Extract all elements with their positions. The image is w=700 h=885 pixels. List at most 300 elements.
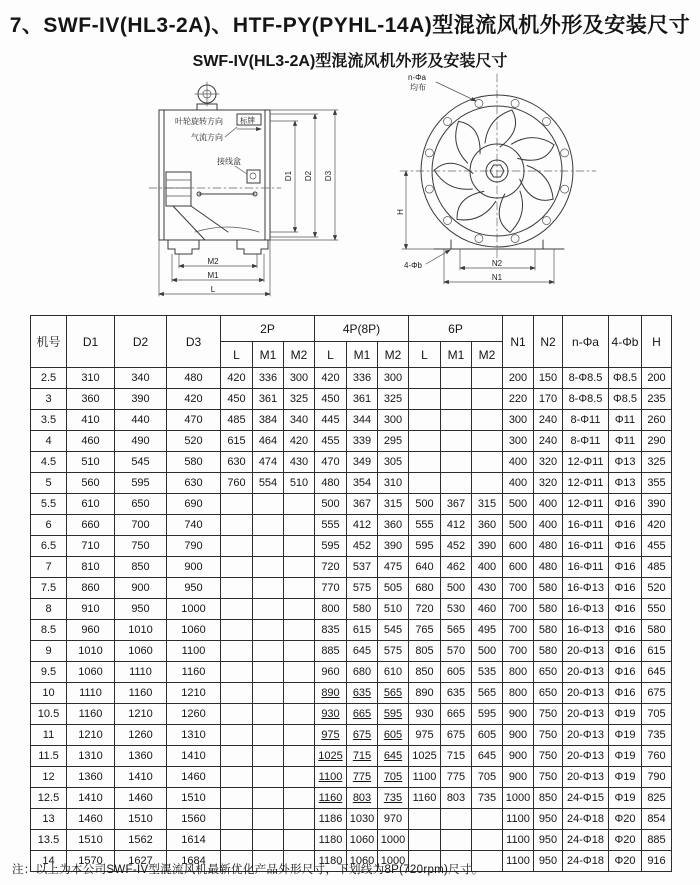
table-cell: 600 — [503, 536, 534, 557]
table-cell: 310 — [67, 368, 115, 389]
table-cell: 9.5 — [31, 662, 67, 683]
table-cell: 510 — [378, 599, 409, 620]
table-cell: 1010 — [115, 620, 167, 641]
dimension-lines-right — [270, 110, 338, 240]
table-cell: 580 — [534, 641, 563, 662]
table-cell: Φ16 — [609, 620, 642, 641]
table-cell: 705 — [472, 767, 503, 788]
table-cell: 885 — [642, 830, 672, 851]
foot-holes-note-label: 4-Φb — [404, 261, 422, 270]
col-header-4-phi-b: 4-Φb — [609, 316, 642, 368]
table-cell: 390 — [642, 494, 672, 515]
table-cell: 520 — [167, 431, 221, 452]
table-cell: 1614 — [167, 830, 221, 851]
table-cell: 1160 — [315, 788, 347, 809]
table-cell: 1110 — [67, 683, 115, 704]
table-cell: 1160 — [67, 704, 115, 725]
table-cell: 150 — [534, 368, 563, 389]
table-cell: 950 — [534, 830, 563, 851]
table-cell: 975 — [409, 725, 441, 746]
table-cell: 975 — [315, 725, 347, 746]
table-cell: 8.5 — [31, 620, 67, 641]
table-cell: 5.5 — [31, 494, 67, 515]
table-cell: 3.5 — [31, 410, 67, 431]
table-cell: Φ20 — [609, 830, 642, 851]
table-cell: Φ16 — [609, 536, 642, 557]
table-cell — [472, 410, 503, 431]
table-row — [31, 662, 672, 683]
table-cell: 1000 — [503, 788, 534, 809]
dim-d3-label: D3 — [324, 170, 333, 182]
table-cell — [472, 452, 503, 473]
table-cell: 7 — [31, 557, 67, 578]
table-cell: 810 — [67, 557, 115, 578]
table-cell: 750 — [534, 704, 563, 725]
table-cell: 645 — [347, 641, 378, 662]
table-cell: 580 — [167, 452, 221, 473]
table-cell: 24-Φ18 — [563, 809, 609, 830]
table-cell — [284, 830, 315, 851]
table-cell: 575 — [347, 578, 378, 599]
dim-l-label: L — [210, 285, 216, 294]
table-cell — [284, 809, 315, 830]
table-cell: 12.5 — [31, 788, 67, 809]
table-cell: 1060 — [67, 662, 115, 683]
table-cell: 595 — [472, 704, 503, 725]
table-cell — [284, 683, 315, 704]
table-cell: 500 — [315, 494, 347, 515]
col-group-4p8p: 4P(8P) — [315, 316, 409, 342]
table-row — [31, 683, 672, 704]
table-cell: 430 — [284, 452, 315, 473]
table-cell: 325 — [284, 389, 315, 410]
table-cell: 860 — [67, 578, 115, 599]
table-cell: 680 — [347, 662, 378, 683]
table-cell: 675 — [347, 725, 378, 746]
table-cell: 760 — [642, 746, 672, 767]
table-cell: 480 — [315, 473, 347, 494]
col-group-2p: 2P — [221, 316, 315, 342]
table-cell: 1030 — [347, 809, 378, 830]
table-cell: 12-Φ11 — [563, 452, 609, 473]
table-cell: 570 — [441, 641, 472, 662]
table-row — [31, 620, 672, 641]
table-cell: 325 — [378, 389, 409, 410]
table-cell: 20-Φ13 — [563, 641, 609, 662]
table-cell: 1060 — [115, 641, 167, 662]
table-cell: 850 — [534, 788, 563, 809]
table-cell: 885 — [315, 641, 347, 662]
table-cell: Φ16 — [609, 557, 642, 578]
table-cell: 675 — [642, 683, 672, 704]
table-cell: 480 — [167, 368, 221, 389]
table-cell: Φ16 — [609, 599, 642, 620]
table-cell: 400 — [503, 473, 534, 494]
table-cell: 400 — [534, 494, 563, 515]
table-cell: 615 — [347, 620, 378, 641]
table-cell: 1160 — [167, 662, 221, 683]
table-cell: 6.5 — [31, 536, 67, 557]
table-cell: 803 — [347, 788, 378, 809]
table-cell: 854 — [642, 809, 672, 830]
table-cell — [284, 788, 315, 809]
table-cell: Φ16 — [609, 662, 642, 683]
table-cell — [472, 431, 503, 452]
table-cell — [409, 410, 441, 431]
table-cell: 900 — [503, 767, 534, 788]
table-cell: 490 — [115, 431, 167, 452]
table-cell: 340 — [284, 410, 315, 431]
table-cell: 16-Φ11 — [563, 557, 609, 578]
table-cell: 455 — [315, 431, 347, 452]
table-cell: 1100 — [503, 809, 534, 830]
table-cell: 545 — [378, 620, 409, 641]
table-cell — [472, 368, 503, 389]
airflow-direction-label: 气流方向 — [191, 133, 223, 142]
table-cell: 6 — [31, 515, 67, 536]
table-cell — [409, 452, 441, 473]
col-header-2p-m2: M2 — [284, 342, 315, 368]
table-cell: 20-Φ13 — [563, 704, 609, 725]
table-cell: 16-Φ11 — [563, 515, 609, 536]
table-cell: 595 — [315, 536, 347, 557]
table-cell: 390 — [472, 536, 503, 557]
table-cell: 950 — [534, 809, 563, 830]
col-header-h: H — [642, 316, 672, 368]
table-cell: 24-Φ18 — [563, 851, 609, 872]
table-cell: 605 — [378, 725, 409, 746]
table-cell: 960 — [67, 620, 115, 641]
table-cell: 775 — [441, 767, 472, 788]
table-cell: 1260 — [115, 725, 167, 746]
table-cell: 11.5 — [31, 746, 67, 767]
table-cell: 1100 — [503, 851, 534, 872]
table-cell: 1210 — [167, 683, 221, 704]
table-cell — [409, 389, 441, 410]
table-cell: 850 — [115, 557, 167, 578]
table-cell: 20-Φ13 — [563, 662, 609, 683]
table-cell: 765 — [409, 620, 441, 641]
table-cell: 20-Φ13 — [563, 746, 609, 767]
table-cell: 16-Φ13 — [563, 599, 609, 620]
table-cell: 420 — [642, 515, 672, 536]
motor-section — [166, 172, 259, 240]
table-cell: 1684 — [167, 851, 221, 872]
table-cell: 475 — [378, 557, 409, 578]
table-cell: 339 — [347, 431, 378, 452]
table-cell — [441, 368, 472, 389]
table-cell: Φ16 — [609, 515, 642, 536]
col-header-d3: D3 — [167, 316, 221, 368]
table-cell: 450 — [221, 389, 253, 410]
col-header-n2: N2 — [534, 316, 563, 368]
table-cell — [253, 599, 284, 620]
table-cell: 361 — [347, 389, 378, 410]
table-cell: 1100 — [409, 767, 441, 788]
table-cell: 8 — [31, 599, 67, 620]
dimension-spec-table — [30, 315, 672, 872]
table-cell: 555 — [315, 515, 347, 536]
table-cell — [284, 746, 315, 767]
table-cell — [253, 830, 284, 851]
table-cell: 367 — [441, 494, 472, 515]
table-cell: 360 — [67, 389, 115, 410]
table-cell — [221, 599, 253, 620]
table-cell: 750 — [534, 725, 563, 746]
table-cell: 595 — [115, 473, 167, 494]
table-cell: 680 — [409, 578, 441, 599]
table-cell: Φ19 — [609, 725, 642, 746]
table-cell: 835 — [315, 620, 347, 641]
table-row — [31, 788, 672, 809]
table-cell: 295 — [378, 431, 409, 452]
page-title: 7、SWF-IV(HL3-2A)、HTF-PY(PYHL-14A)型混流风机外形及安装尺寸 — [9, 14, 691, 37]
col-header-d1: D1 — [67, 316, 115, 368]
table-cell: 7.5 — [31, 578, 67, 599]
table-cell: 485 — [642, 557, 672, 578]
table-cell: 20-Φ13 — [563, 725, 609, 746]
table-cell: 1100 — [167, 641, 221, 662]
table-cell: 575 — [378, 641, 409, 662]
table-cell: 535 — [472, 662, 503, 683]
table-cell: 900 — [503, 704, 534, 725]
col-header-4p-l: L — [315, 342, 347, 368]
table-cell — [284, 536, 315, 557]
table-cell: 1560 — [167, 809, 221, 830]
dim-m1-label: M1 — [207, 271, 219, 280]
col-group-6p: 6P — [409, 316, 503, 342]
table-cell — [284, 557, 315, 578]
table-cell — [253, 641, 284, 662]
table-cell: 336 — [253, 368, 284, 389]
table-cell: 474 — [253, 452, 284, 473]
table-cell: 1570 — [67, 851, 115, 872]
table-cell: 1186 — [315, 809, 347, 830]
table-cell: 12-Φ11 — [563, 473, 609, 494]
table-cell — [409, 473, 441, 494]
table-cell: 235 — [642, 389, 672, 410]
table-cell — [253, 557, 284, 578]
table-cell: 950 — [115, 599, 167, 620]
table-cell: 500 — [472, 641, 503, 662]
table-cell: 480 — [534, 536, 563, 557]
table-cell: 650 — [534, 662, 563, 683]
table-cell: 367 — [347, 494, 378, 515]
table-cell: 344 — [347, 410, 378, 431]
table-cell — [253, 788, 284, 809]
dim-n1-label: N1 — [491, 273, 503, 282]
table-cell: 690 — [167, 494, 221, 515]
table-cell — [221, 704, 253, 725]
table-row — [31, 746, 672, 767]
table-cell: 14 — [31, 851, 67, 872]
table-cell — [441, 389, 472, 410]
table-cell — [441, 431, 472, 452]
table-cell: 595 — [409, 536, 441, 557]
table-cell: 735 — [642, 725, 672, 746]
table-cell — [441, 473, 472, 494]
table-cell — [253, 515, 284, 536]
table-cell: 1460 — [167, 767, 221, 788]
table-cell: 3 — [31, 389, 67, 410]
table-cell — [221, 557, 253, 578]
table-cell — [409, 431, 441, 452]
table-cell: 720 — [409, 599, 441, 620]
table-cell: 610 — [378, 662, 409, 683]
table-cell — [284, 599, 315, 620]
table-cell: 700 — [115, 515, 167, 536]
table-cell: 200 — [642, 368, 672, 389]
table-cell: 1010 — [67, 641, 115, 662]
table-cell: 8-Φ8.5 — [563, 389, 609, 410]
table-cell: 200 — [503, 368, 534, 389]
table-cell: 805 — [409, 641, 441, 662]
table-cell: 500 — [409, 494, 441, 515]
table-cell: 605 — [472, 725, 503, 746]
table-cell: 510 — [284, 473, 315, 494]
table-cell: 1562 — [115, 830, 167, 851]
evenly-spaced-label: 均布 — [410, 83, 426, 92]
fan-casing-outline — [159, 110, 270, 240]
table-cell: 315 — [472, 494, 503, 515]
table-cell: 455 — [642, 536, 672, 557]
table-cell — [253, 683, 284, 704]
table-cell: 900 — [167, 557, 221, 578]
table-cell: 310 — [378, 473, 409, 494]
table-cell: 4 — [31, 431, 67, 452]
table-cell: 4.5 — [31, 452, 67, 473]
dimension-lines-bottom — [159, 240, 270, 296]
table-cell: 565 — [378, 683, 409, 704]
table-cell — [284, 578, 315, 599]
table-row — [31, 557, 672, 578]
table-cell: 360 — [378, 515, 409, 536]
table-cell: 220 — [503, 389, 534, 410]
table-cell — [284, 494, 315, 515]
table-cell: 580 — [347, 599, 378, 620]
table-cell: 720 — [315, 557, 347, 578]
dim-m2-label: M2 — [207, 257, 219, 266]
fan-front-view-drawing — [396, 68, 624, 306]
table-cell: 361 — [253, 389, 284, 410]
table-cell: 750 — [534, 767, 563, 788]
table-cell: 13.5 — [31, 830, 67, 851]
table-cell: 1360 — [67, 767, 115, 788]
table-cell: 400 — [503, 452, 534, 473]
table-cell: 630 — [221, 452, 253, 473]
table-cell: 565 — [472, 683, 503, 704]
table-cell: 349 — [347, 452, 378, 473]
table-cell: 900 — [503, 746, 534, 767]
table-cell: 5 — [31, 473, 67, 494]
table-cell: 950 — [534, 851, 563, 872]
footnote: 注：以上为本公司SWF-IV型混流风机最新优化产品外形尺寸，下划线为8P(720rpm)尺寸。 — [12, 864, 484, 876]
table-cell: 16-Φ11 — [563, 536, 609, 557]
table-cell: 495 — [472, 620, 503, 641]
table-cell: 420 — [167, 389, 221, 410]
table-cell: 1460 — [67, 809, 115, 830]
table-cell: 420 — [221, 368, 253, 389]
table-cell: 675 — [441, 725, 472, 746]
table-cell — [221, 683, 253, 704]
table-cell: 650 — [534, 683, 563, 704]
table-cell: 790 — [642, 767, 672, 788]
table-cell: 750 — [534, 746, 563, 767]
table-cell: 10 — [31, 683, 67, 704]
table-cell: Φ20 — [609, 809, 642, 830]
table-cell: 595 — [378, 704, 409, 725]
table-cell: 460 — [67, 431, 115, 452]
table-cell: 635 — [441, 683, 472, 704]
table-cell: 900 — [115, 578, 167, 599]
table-cell: 565 — [441, 620, 472, 641]
fan-side-view-drawing — [133, 74, 383, 306]
table-cell — [441, 830, 472, 851]
table-cell: 460 — [472, 599, 503, 620]
table-cell: 290 — [642, 431, 672, 452]
table-cell: 240 — [534, 431, 563, 452]
table-cell: 650 — [115, 494, 167, 515]
table-cell: 1110 — [115, 662, 167, 683]
table-cell: 8-Φ8.5 — [563, 368, 609, 389]
table-cell: 610 — [67, 494, 115, 515]
table-cell: 1000 — [167, 599, 221, 620]
table-row — [31, 725, 672, 746]
table-cell: 445 — [315, 410, 347, 431]
impeller-blades — [433, 110, 559, 234]
table-cell: 354 — [347, 473, 378, 494]
table-cell: Φ19 — [609, 788, 642, 809]
table-cell — [284, 515, 315, 536]
rotation-direction-label: 叶轮旋转方向 — [175, 117, 223, 126]
table-cell: 412 — [441, 515, 472, 536]
table-row — [31, 431, 672, 452]
table-cell — [221, 578, 253, 599]
nameplate-label: 标牌 — [240, 116, 255, 125]
table-cell — [221, 620, 253, 641]
table-cell — [441, 809, 472, 830]
table-cell: 390 — [378, 536, 409, 557]
table-cell: 645 — [472, 746, 503, 767]
table-row — [31, 809, 672, 830]
table-cell: 970 — [378, 809, 409, 830]
table-cell: 420 — [284, 431, 315, 452]
table-cell — [253, 536, 284, 557]
table-cell: 1210 — [115, 704, 167, 725]
bolt-holes-note-label: n-Φa — [408, 73, 426, 82]
table-cell: Φ19 — [609, 704, 642, 725]
table-cell: 300 — [503, 431, 534, 452]
table-cell: Φ19 — [609, 746, 642, 767]
table-cell: 930 — [315, 704, 347, 725]
table-cell: 452 — [347, 536, 378, 557]
table-cell: 320 — [534, 452, 563, 473]
table-cell: 910 — [67, 599, 115, 620]
table-cell: 735 — [378, 788, 409, 809]
table-cell — [253, 578, 284, 599]
table-cell — [409, 368, 441, 389]
table-cell: 1000 — [378, 851, 409, 872]
table-cell: 700 — [503, 599, 534, 620]
table-cell: 760 — [221, 473, 253, 494]
table-cell: Φ11 — [609, 431, 642, 452]
table-cell: 1627 — [115, 851, 167, 872]
table-cell: 12 — [31, 767, 67, 788]
table-cell: 1180 — [315, 830, 347, 851]
table-cell: 300 — [378, 410, 409, 431]
table-cell: Φ13 — [609, 473, 642, 494]
table-cell: Φ13 — [609, 452, 642, 473]
